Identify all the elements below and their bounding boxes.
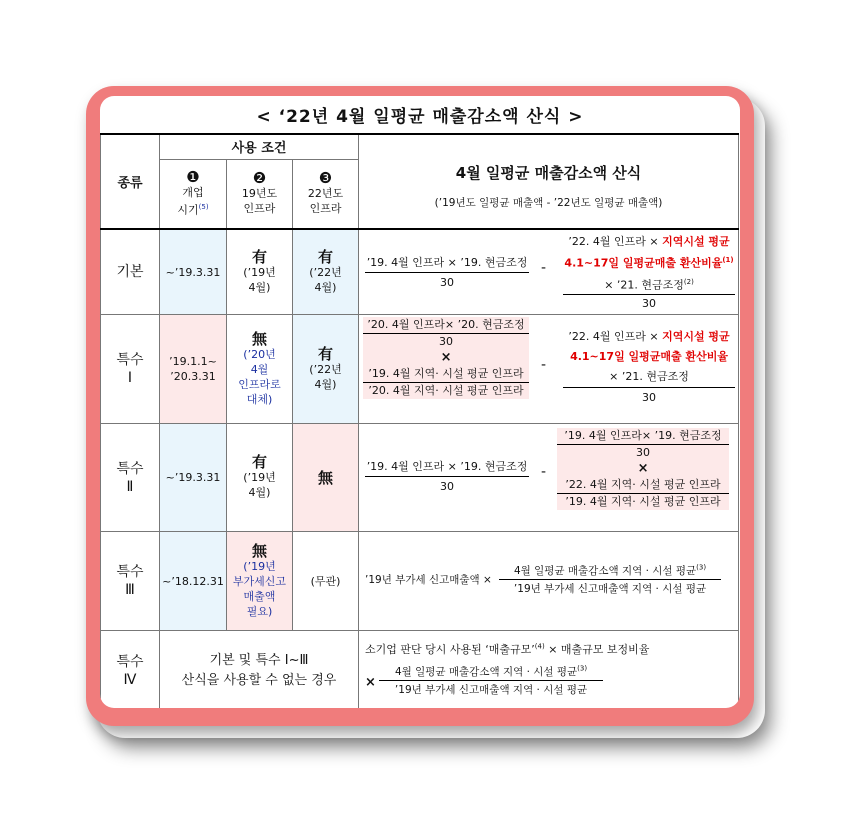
formula-subtitle: (’19년도 일평균 매출액 - ’22년도 일평균 매출액) bbox=[434, 196, 663, 209]
formula-title: 4월 일평균 매출감소액 산식 bbox=[455, 163, 642, 182]
row-special-3 bbox=[101, 532, 739, 631]
header-formula bbox=[359, 134, 739, 229]
header-col-19-infra: ❷ 19년도 인프라 bbox=[227, 159, 293, 229]
row-kind: 특수 Ⅱ bbox=[101, 424, 160, 532]
row-condition: 기본 및 특수 Ⅰ~Ⅲ 산식을 사용할 수 없는 경우 bbox=[160, 631, 359, 709]
row-c3: 有 (’22년 4월) bbox=[293, 315, 359, 424]
row-c3: 無 bbox=[293, 424, 359, 532]
header-col-22-infra: ❸ 22년도 인프라 bbox=[293, 159, 359, 229]
page-title: < ‘22년 4월 일평균 매출감소액 산식 > bbox=[256, 107, 584, 127]
formula-card bbox=[100, 96, 740, 708]
row-special-4 bbox=[101, 631, 739, 709]
row-formula: ’20. 4월 인프라× ’20. 현금조정 30 × ’19. 4월 지역· 시설 평균 인프라 ’20. 4월 지역· 시설 평균 인프라 - ’22. 4월 인프라 × 지역시설 평균 4.1~17일 일평균매출 환산비율 × ’21. 현금조정 30 bbox=[359, 315, 739, 424]
row-special-2 bbox=[101, 424, 739, 532]
row-special-1 bbox=[101, 315, 739, 424]
header-kind: 종류 bbox=[101, 134, 160, 229]
row-c3: (무관) bbox=[293, 532, 359, 631]
row-period: ~’19.3.31 bbox=[160, 229, 227, 315]
header-col-opening: ❶ 개업 시기$^{(5)}$ bbox=[160, 159, 227, 229]
row-period: ’19.1.1~ ’20.3.31 bbox=[160, 315, 227, 424]
formula-table bbox=[100, 133, 739, 708]
row-basic bbox=[101, 229, 739, 315]
row-formula: ’19년 부가세 신고매출액 × 4월 일평균 매출감소액 지역 · 시설 평균$^{(3)}$ ’19년 부가세 신고매출액 지역 · 시설 평균 bbox=[359, 532, 739, 631]
row-period: ~’18.12.31 bbox=[160, 532, 227, 631]
row-c3: 有 (’22년 4월) bbox=[293, 229, 359, 315]
row-c2: 有 (’19년 4월) bbox=[227, 229, 293, 315]
row-kind: 기본 bbox=[101, 229, 160, 315]
row-kind: 특수 Ⅲ bbox=[101, 532, 160, 631]
row-formula: ’19. 4월 인프라 × ’19. 현금조정 30 - ’22. 4월 인프라 × 지역시설 평균 4.1~17일 일평균매출 환산비율$^{(1)}$ × ’21. 현금조정$^{(2)}$ 30 bbox=[359, 229, 739, 315]
row-c2: 有 (’19년 4월) bbox=[227, 424, 293, 532]
row-formula: ’19. 4월 인프라 × ’19. 현금조정 30 - ’19. 4월 인프라× ’19. 현금조정 30 × ’22. 4월 지역· 시설 평균 인프라 ’19. 4월 지역· 시설 평균 인프라 bbox=[359, 424, 739, 532]
header-conditions: 사용 조건 bbox=[160, 134, 359, 159]
row-period: ~’19.3.31 bbox=[160, 424, 227, 532]
row-c2: 無 (’20년 4월 인프라로 대체) bbox=[227, 315, 293, 424]
row-formula: 소기업 판단 당시 사용된 ‘매출규모’$^{(4)}$ × 매출규모 보정비율 × 4월 일평균 매출감소액 지역 · 시설 평균$^{(3)}$ ’19년 부가세 신고매출액 지역 · 시설 평균 bbox=[359, 631, 739, 709]
row-kind: 특수 Ⅳ bbox=[101, 631, 160, 709]
row-kind: 특수 Ⅰ bbox=[101, 315, 160, 424]
row-c2: 無 (’19년 부가세신고 매출액 필요) bbox=[227, 532, 293, 631]
